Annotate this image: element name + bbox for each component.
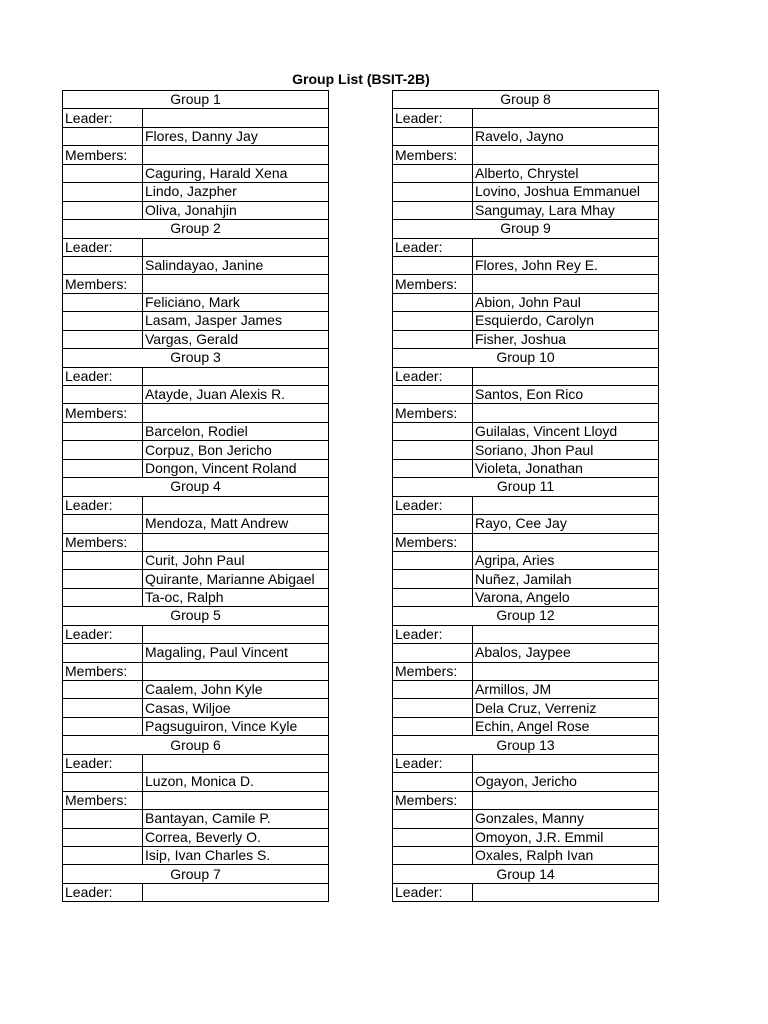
member-row xyxy=(393,588,659,606)
empty-cell xyxy=(393,441,473,459)
group-table-left xyxy=(62,90,329,902)
leader-name: Ogayon, Jericho xyxy=(473,773,659,791)
leader-label-row xyxy=(63,238,329,256)
members-label: Members: xyxy=(63,662,143,680)
member-name: Omoyon, J.R. Emmil xyxy=(473,828,659,846)
leader-name: Santos, Eon Rico xyxy=(473,386,659,404)
member-row xyxy=(63,312,329,330)
empty-cell xyxy=(143,533,329,551)
leader-name: Flores, John Rey E. xyxy=(473,256,659,274)
members-label-row xyxy=(63,146,329,164)
member-row xyxy=(63,588,329,606)
member-name: Dela Cruz, Verreniz xyxy=(473,699,659,717)
empty-cell xyxy=(63,551,143,569)
leader-label: Leader: xyxy=(63,754,143,772)
member-name: Curit, John Paul xyxy=(143,551,329,569)
empty-cell xyxy=(393,183,473,201)
member-name: Oxales, Ralph Ivan xyxy=(473,846,659,864)
member-name: Soriano, Jhon Paul xyxy=(473,441,659,459)
empty-cell xyxy=(143,404,329,422)
member-row xyxy=(63,183,329,201)
group-name: Group 1 xyxy=(63,91,329,109)
empty-cell xyxy=(393,459,473,477)
leader-label-row xyxy=(63,367,329,385)
empty-cell xyxy=(473,496,659,514)
member-row xyxy=(63,459,329,477)
empty-cell xyxy=(473,404,659,422)
empty-cell xyxy=(393,330,473,348)
leader-row xyxy=(63,644,329,662)
empty-cell xyxy=(473,883,659,901)
group-name: Group 3 xyxy=(63,349,329,367)
member-row xyxy=(63,164,329,182)
members-label: Members: xyxy=(63,404,143,422)
leader-row xyxy=(63,127,329,145)
empty-cell xyxy=(63,588,143,606)
empty-cell xyxy=(393,515,473,533)
member-name: Agripa, Aries xyxy=(473,551,659,569)
leader-name: Abalos, Jaypee xyxy=(473,644,659,662)
member-row xyxy=(63,699,329,717)
member-name: Oliva, Jonahjin xyxy=(143,201,329,219)
empty-cell xyxy=(473,275,659,293)
member-name: Feliciano, Mark xyxy=(143,293,329,311)
leader-label: Leader: xyxy=(63,238,143,256)
member-name: Barcelon, Rodiel xyxy=(143,422,329,440)
leader-row xyxy=(63,256,329,274)
member-row xyxy=(393,330,659,348)
group-header-row xyxy=(393,478,659,496)
leader-row xyxy=(63,386,329,404)
members-label: Members: xyxy=(393,662,473,680)
empty-cell xyxy=(63,164,143,182)
empty-cell xyxy=(393,201,473,219)
leader-name: Mendoza, Matt Andrew xyxy=(143,515,329,533)
empty-cell xyxy=(393,293,473,311)
members-label-row xyxy=(63,275,329,293)
leader-label-row xyxy=(63,109,329,127)
leader-label-row xyxy=(393,625,659,643)
empty-cell xyxy=(63,717,143,735)
member-name: Caguring, Harald Xena xyxy=(143,164,329,182)
member-name: Fisher, Joshua xyxy=(473,330,659,348)
empty-cell xyxy=(393,846,473,864)
member-name: Casas, Wiljoe xyxy=(143,699,329,717)
members-label-row xyxy=(63,662,329,680)
members-label-row xyxy=(393,662,659,680)
member-row xyxy=(63,846,329,864)
empty-cell xyxy=(143,625,329,643)
member-name: Pagsuguiron, Vince Kyle xyxy=(143,717,329,735)
member-row xyxy=(393,846,659,864)
leader-label: Leader: xyxy=(63,625,143,643)
empty-cell xyxy=(393,422,473,440)
empty-cell xyxy=(63,846,143,864)
member-name: Guilalas, Vincent Lloyd xyxy=(473,422,659,440)
empty-cell xyxy=(393,164,473,182)
member-row xyxy=(63,717,329,735)
group-name: Group 14 xyxy=(393,865,659,883)
member-row xyxy=(393,422,659,440)
leader-name: Ravelo, Jayno xyxy=(473,127,659,145)
empty-cell xyxy=(63,256,143,274)
group-name: Group 6 xyxy=(63,736,329,754)
member-name: Bantayan, Camile P. xyxy=(143,810,329,828)
group-name: Group 5 xyxy=(63,607,329,625)
leader-label-row xyxy=(393,754,659,772)
empty-cell xyxy=(393,810,473,828)
group-header-row xyxy=(393,91,659,109)
empty-cell xyxy=(393,312,473,330)
member-name: Vargas, Gerald xyxy=(143,330,329,348)
member-row xyxy=(63,810,329,828)
empty-cell xyxy=(63,515,143,533)
member-row xyxy=(393,183,659,201)
members-label: Members: xyxy=(393,404,473,422)
member-row xyxy=(393,201,659,219)
group-header-row xyxy=(393,865,659,883)
members-label-row xyxy=(63,791,329,809)
group-name: Group 2 xyxy=(63,220,329,238)
empty-cell xyxy=(393,588,473,606)
leader-label: Leader: xyxy=(393,496,473,514)
member-row xyxy=(63,441,329,459)
empty-cell xyxy=(473,238,659,256)
empty-cell xyxy=(393,386,473,404)
member-row xyxy=(393,810,659,828)
member-row xyxy=(393,459,659,477)
member-row xyxy=(63,551,329,569)
leader-label: Leader: xyxy=(393,754,473,772)
leader-label: Leader: xyxy=(393,625,473,643)
member-name: Lasam, Jasper James xyxy=(143,312,329,330)
member-name: Isip, Ivan Charles S. xyxy=(143,846,329,864)
empty-cell xyxy=(143,662,329,680)
leader-name: Rayo, Cee Jay xyxy=(473,515,659,533)
members-label-row xyxy=(393,146,659,164)
member-row xyxy=(393,551,659,569)
member-row xyxy=(63,422,329,440)
member-row xyxy=(63,681,329,699)
member-row xyxy=(393,717,659,735)
empty-cell xyxy=(393,699,473,717)
group-name: Group 10 xyxy=(393,349,659,367)
leader-label: Leader: xyxy=(63,883,143,901)
leader-row xyxy=(63,515,329,533)
member-name: Ta-oc, Ralph xyxy=(143,588,329,606)
member-name: Lovino, Joshua Emmanuel xyxy=(473,183,659,201)
leader-label-row xyxy=(393,238,659,256)
members-label-row xyxy=(63,533,329,551)
member-row xyxy=(393,699,659,717)
empty-cell xyxy=(473,791,659,809)
member-name: Esquierdo, Carolyn xyxy=(473,312,659,330)
empty-cell xyxy=(63,773,143,791)
group-header-row xyxy=(63,91,329,109)
empty-cell xyxy=(63,459,143,477)
member-row xyxy=(63,570,329,588)
group-name: Group 13 xyxy=(393,736,659,754)
member-row xyxy=(393,312,659,330)
member-name: Violeta, Jonathan xyxy=(473,459,659,477)
member-name: Echin, Angel Rose xyxy=(473,717,659,735)
group-name: Group 11 xyxy=(393,478,659,496)
empty-cell xyxy=(143,367,329,385)
member-name: Quirante, Marianne Abigael xyxy=(143,570,329,588)
empty-cell xyxy=(143,754,329,772)
leader-row xyxy=(393,515,659,533)
empty-cell xyxy=(473,367,659,385)
group-header-row xyxy=(63,865,329,883)
empty-cell xyxy=(63,330,143,348)
member-row xyxy=(63,293,329,311)
member-name: Sangumay, Lara Mhay xyxy=(473,201,659,219)
empty-cell xyxy=(143,883,329,901)
member-name: Corpuz, Bon Jericho xyxy=(143,441,329,459)
empty-cell xyxy=(63,127,143,145)
member-row xyxy=(63,330,329,348)
empty-cell xyxy=(63,422,143,440)
empty-cell xyxy=(63,312,143,330)
members-label: Members: xyxy=(63,275,143,293)
leader-row xyxy=(393,256,659,274)
empty-cell xyxy=(473,754,659,772)
members-label-row xyxy=(63,404,329,422)
member-name: Gonzales, Manny xyxy=(473,810,659,828)
empty-cell xyxy=(63,828,143,846)
member-row xyxy=(63,201,329,219)
page-title: Group List (BSIT-2B) xyxy=(292,71,430,87)
group-header-row xyxy=(63,607,329,625)
leader-row xyxy=(393,386,659,404)
group-name: Group 4 xyxy=(63,478,329,496)
empty-cell xyxy=(393,681,473,699)
leader-name: Magaling, Paul Vincent xyxy=(143,644,329,662)
leader-label-row xyxy=(393,367,659,385)
members-label: Members: xyxy=(63,791,143,809)
member-name: Varona, Angelo xyxy=(473,588,659,606)
empty-cell xyxy=(63,293,143,311)
member-row xyxy=(393,681,659,699)
group-header-row xyxy=(63,478,329,496)
empty-cell xyxy=(143,146,329,164)
member-row xyxy=(393,293,659,311)
member-name: Correa, Beverly O. xyxy=(143,828,329,846)
group-table-right xyxy=(392,90,659,902)
leader-label-row xyxy=(63,496,329,514)
member-row xyxy=(393,570,659,588)
empty-cell xyxy=(143,791,329,809)
empty-cell xyxy=(63,183,143,201)
empty-cell xyxy=(473,146,659,164)
empty-cell xyxy=(473,109,659,127)
leader-name: Atayde, Juan Alexis R. xyxy=(143,386,329,404)
member-row xyxy=(63,828,329,846)
empty-cell xyxy=(63,681,143,699)
members-label-row xyxy=(393,404,659,422)
empty-cell xyxy=(143,238,329,256)
leader-label-row xyxy=(63,883,329,901)
members-label-row xyxy=(393,275,659,293)
leader-row xyxy=(63,773,329,791)
group-header-row xyxy=(63,220,329,238)
member-name: Abion, John Paul xyxy=(473,293,659,311)
group-header-row xyxy=(63,349,329,367)
empty-cell xyxy=(63,570,143,588)
member-row xyxy=(393,828,659,846)
leader-name: Luzon, Monica D. xyxy=(143,773,329,791)
group-header-row xyxy=(393,607,659,625)
leader-label: Leader: xyxy=(393,109,473,127)
members-label: Members: xyxy=(393,791,473,809)
leader-name: Flores, Danny Jay xyxy=(143,127,329,145)
group-name: Group 9 xyxy=(393,220,659,238)
member-name: Dongon, Vincent Roland xyxy=(143,459,329,477)
empty-cell xyxy=(63,201,143,219)
leader-label: Leader: xyxy=(393,883,473,901)
members-label: Members: xyxy=(393,275,473,293)
members-label-row xyxy=(393,791,659,809)
empty-cell xyxy=(63,386,143,404)
empty-cell xyxy=(63,644,143,662)
empty-cell xyxy=(393,127,473,145)
leader-label: Leader: xyxy=(63,496,143,514)
member-name: Armillos, JM xyxy=(473,681,659,699)
leader-label-row xyxy=(63,625,329,643)
group-header-row xyxy=(393,220,659,238)
empty-cell xyxy=(393,551,473,569)
group-header-row xyxy=(393,349,659,367)
members-label: Members: xyxy=(393,146,473,164)
empty-cell xyxy=(473,625,659,643)
leader-label-row xyxy=(393,883,659,901)
empty-cell xyxy=(393,828,473,846)
leader-label: Leader: xyxy=(393,367,473,385)
empty-cell xyxy=(393,570,473,588)
empty-cell xyxy=(393,644,473,662)
empty-cell xyxy=(63,441,143,459)
members-label-row xyxy=(393,533,659,551)
group-name: Group 12 xyxy=(393,607,659,625)
leader-label-row xyxy=(63,754,329,772)
members-label: Members: xyxy=(63,533,143,551)
members-label: Members: xyxy=(63,146,143,164)
empty-cell xyxy=(63,699,143,717)
group-header-row xyxy=(63,736,329,754)
member-name: Alberto, Chrystel xyxy=(473,164,659,182)
empty-cell xyxy=(63,810,143,828)
leader-row xyxy=(393,773,659,791)
group-header-row xyxy=(393,736,659,754)
leader-row xyxy=(393,127,659,145)
leader-label-row xyxy=(393,109,659,127)
group-name: Group 8 xyxy=(393,91,659,109)
member-row xyxy=(393,164,659,182)
group-name: Group 7 xyxy=(63,865,329,883)
leader-label: Leader: xyxy=(63,109,143,127)
empty-cell xyxy=(143,109,329,127)
empty-cell xyxy=(393,773,473,791)
empty-cell xyxy=(143,496,329,514)
member-name: Lindo, Jazpher xyxy=(143,183,329,201)
member-name: Nuñez, Jamilah xyxy=(473,570,659,588)
empty-cell xyxy=(473,662,659,680)
leader-label-row xyxy=(393,496,659,514)
member-name: Caalem, John Kyle xyxy=(143,681,329,699)
leader-label: Leader: xyxy=(393,238,473,256)
empty-cell xyxy=(473,533,659,551)
leader-name: Salindayao, Janine xyxy=(143,256,329,274)
member-row xyxy=(393,441,659,459)
members-label: Members: xyxy=(393,533,473,551)
leader-label: Leader: xyxy=(63,367,143,385)
empty-cell xyxy=(393,256,473,274)
empty-cell xyxy=(143,275,329,293)
leader-row xyxy=(393,644,659,662)
empty-cell xyxy=(393,717,473,735)
